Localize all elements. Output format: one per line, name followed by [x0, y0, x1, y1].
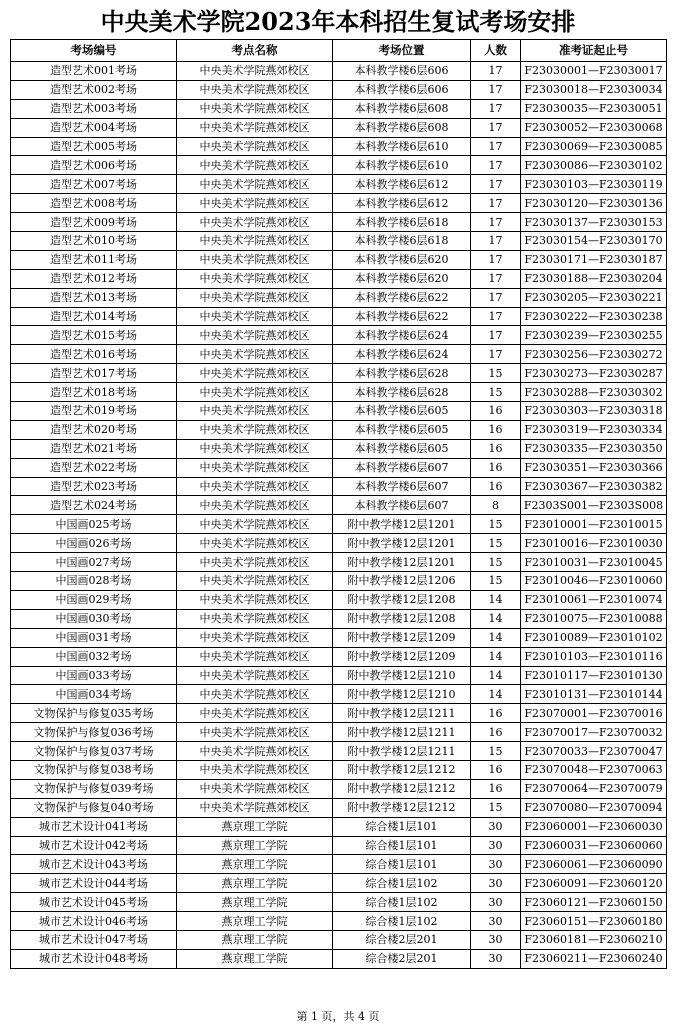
cell-room-location: 本科教学楼6层605 [333, 420, 471, 439]
table-row [11, 496, 667, 515]
cell-count: 17 [471, 194, 521, 213]
cell-room-number: 中国画026考场 [11, 534, 177, 553]
cell-ticket-range: F23030303—F23030318 [521, 402, 667, 421]
cell-site-name: 燕京理工学院 [177, 893, 333, 912]
cell-room-number: 文物保护与修复038考场 [11, 760, 177, 779]
cell-site-name: 中央美术学院燕郊校区 [177, 439, 333, 458]
cell-room-number: 文物保护与修复039考场 [11, 779, 177, 798]
cell-room-location: 附中教学楼12层1211 [333, 723, 471, 742]
cell-room-number: 造型艺术020考场 [11, 420, 177, 439]
table-row [11, 855, 667, 874]
table-row [11, 572, 667, 591]
cell-count: 30 [471, 836, 521, 855]
cell-ticket-range: F23060121—F23060150 [521, 893, 667, 912]
cell-site-name: 中央美术学院燕郊校区 [177, 458, 333, 477]
cell-ticket-range: F23060031—F23060060 [521, 836, 667, 855]
cell-room-location: 本科教学楼6层620 [333, 250, 471, 269]
cell-room-location: 本科教学楼6层608 [333, 118, 471, 137]
cell-room-location: 本科教学楼6层624 [333, 326, 471, 345]
cell-ticket-range: F23030273—F23030287 [521, 364, 667, 383]
cell-site-name: 燕京理工学院 [177, 930, 333, 949]
cell-site-name: 中央美术学院燕郊校区 [177, 609, 333, 628]
table-row [11, 326, 667, 345]
cell-room-location: 附中教学楼12层1210 [333, 666, 471, 685]
cell-room-location: 附中教学楼12层1208 [333, 609, 471, 628]
cell-room-location: 综合楼2层201 [333, 930, 471, 949]
table-row [11, 118, 667, 137]
cell-room-number: 造型艺术018考场 [11, 383, 177, 402]
cell-ticket-range: F23010117—F23010130 [521, 666, 667, 685]
cell-count: 16 [471, 723, 521, 742]
cell-ticket-range: F23030288—F23030302 [521, 383, 667, 402]
cell-ticket-range: F23070048—F23070063 [521, 760, 667, 779]
cell-site-name: 中央美术学院燕郊校区 [177, 345, 333, 364]
cell-site-name: 中央美术学院燕郊校区 [177, 760, 333, 779]
cell-site-name: 中央美术学院燕郊校区 [177, 288, 333, 307]
cell-site-name: 中央美术学院燕郊校区 [177, 232, 333, 251]
cell-site-name: 中央美术学院燕郊校区 [177, 647, 333, 666]
cell-ticket-range: F23030120—F23030136 [521, 194, 667, 213]
table-row [11, 345, 667, 364]
cell-count: 15 [471, 383, 521, 402]
cell-ticket-range: F23030018—F23030034 [521, 80, 667, 99]
cell-count: 17 [471, 99, 521, 118]
cell-room-location: 本科教学楼6层606 [333, 80, 471, 99]
cell-site-name: 中央美术学院燕郊校区 [177, 383, 333, 402]
cell-count: 16 [471, 760, 521, 779]
cell-ticket-range: F23030256—F23030272 [521, 345, 667, 364]
table-row [11, 288, 667, 307]
cell-ticket-range: F23010016—F23010030 [521, 534, 667, 553]
cell-room-location: 附中教学楼12层1208 [333, 590, 471, 609]
table-row [11, 949, 667, 968]
cell-room-number: 造型艺术008考场 [11, 194, 177, 213]
cell-ticket-range: F23030103—F23030119 [521, 175, 667, 194]
header-ticket-range: 准考证起止号 [521, 40, 667, 62]
cell-site-name: 中央美术学院燕郊校区 [177, 364, 333, 383]
cell-ticket-range: F2303S001—F2303S008 [521, 496, 667, 515]
table-row [11, 420, 667, 439]
cell-ticket-range: F23030035—F23030051 [521, 99, 667, 118]
cell-room-number: 中国画034考场 [11, 685, 177, 704]
cell-ticket-range: F23010001—F23010015 [521, 515, 667, 534]
cell-count: 16 [471, 439, 521, 458]
cell-room-number: 造型艺术016考场 [11, 345, 177, 364]
cell-room-location: 附中教学楼12层1209 [333, 647, 471, 666]
cell-site-name: 中央美术学院燕郊校区 [177, 250, 333, 269]
cell-room-location: 本科教学楼6层620 [333, 269, 471, 288]
cell-site-name: 中央美术学院燕郊校区 [177, 590, 333, 609]
cell-ticket-range: F23060061—F23060090 [521, 855, 667, 874]
cell-site-name: 中央美术学院燕郊校区 [177, 99, 333, 118]
cell-room-number: 造型艺术003考场 [11, 99, 177, 118]
cell-site-name: 中央美术学院燕郊校区 [177, 175, 333, 194]
cell-room-location: 本科教学楼6层618 [333, 232, 471, 251]
cell-room-number: 造型艺术021考场 [11, 439, 177, 458]
cell-site-name: 中央美术学院燕郊校区 [177, 666, 333, 685]
cell-room-location: 本科教学楼6层618 [333, 213, 471, 232]
cell-room-number: 造型艺术022考场 [11, 458, 177, 477]
cell-site-name: 中央美术学院燕郊校区 [177, 194, 333, 213]
cell-room-location: 本科教学楼6层622 [333, 288, 471, 307]
cell-count: 14 [471, 628, 521, 647]
cell-ticket-range: F23060091—F23060120 [521, 874, 667, 893]
cell-room-number: 造型艺术017考场 [11, 364, 177, 383]
table-row [11, 760, 667, 779]
cell-room-location: 附中教学楼12层1212 [333, 798, 471, 817]
table-row [11, 477, 667, 496]
cell-ticket-range: F23030001—F23030017 [521, 62, 667, 81]
cell-ticket-range: F23030069—F23030085 [521, 137, 667, 156]
cell-ticket-range: F23030154—F23030170 [521, 232, 667, 251]
cell-ticket-range: F23030188—F23030204 [521, 269, 667, 288]
cell-room-number: 造型艺术002考场 [11, 80, 177, 99]
cell-ticket-range: F23010046—F23010060 [521, 572, 667, 591]
cell-room-number: 中国画028考场 [11, 572, 177, 591]
table-row [11, 269, 667, 288]
cell-count: 30 [471, 817, 521, 836]
cell-ticket-range: F23010031—F23010045 [521, 553, 667, 572]
cell-room-number: 造型艺术006考场 [11, 156, 177, 175]
cell-room-number: 城市艺术设计044考场 [11, 874, 177, 893]
table-row [11, 439, 667, 458]
cell-site-name: 中央美术学院燕郊校区 [177, 307, 333, 326]
table-row [11, 99, 667, 118]
cell-room-number: 造型艺术010考场 [11, 232, 177, 251]
cell-count: 16 [471, 477, 521, 496]
cell-room-number: 文物保护与修复035考场 [11, 704, 177, 723]
cell-room-location: 综合楼1层102 [333, 874, 471, 893]
cell-room-number: 中国画031考场 [11, 628, 177, 647]
table-row [11, 250, 667, 269]
table-row [11, 194, 667, 213]
table-row [11, 704, 667, 723]
cell-count: 14 [471, 666, 521, 685]
cell-site-name: 中央美术学院燕郊校区 [177, 80, 333, 99]
cell-room-number: 城市艺术设计046考场 [11, 912, 177, 931]
cell-site-name: 中央美术学院燕郊校区 [177, 704, 333, 723]
table-row [11, 364, 667, 383]
table-body [11, 62, 667, 969]
cell-count: 16 [471, 779, 521, 798]
table-row [11, 666, 667, 685]
table-row [11, 912, 667, 931]
cell-room-location: 附中教学楼12层1201 [333, 553, 471, 572]
cell-site-name: 燕京理工学院 [177, 874, 333, 893]
cell-ticket-range: F23060151—F23060180 [521, 912, 667, 931]
cell-count: 30 [471, 855, 521, 874]
cell-room-number: 造型艺术007考场 [11, 175, 177, 194]
cell-count: 8 [471, 496, 521, 515]
cell-site-name: 中央美术学院燕郊校区 [177, 553, 333, 572]
table-row [11, 62, 667, 81]
cell-site-name: 燕京理工学院 [177, 817, 333, 836]
cell-ticket-range: F23060181—F23060210 [521, 930, 667, 949]
cell-ticket-range: F23030319—F23030334 [521, 420, 667, 439]
cell-count: 15 [471, 364, 521, 383]
table-row [11, 458, 667, 477]
cell-count: 15 [471, 515, 521, 534]
cell-room-number: 中国画027考场 [11, 553, 177, 572]
cell-room-number: 文物保护与修复036考场 [11, 723, 177, 742]
cell-site-name: 中央美术学院燕郊校区 [177, 156, 333, 175]
cell-count: 30 [471, 893, 521, 912]
cell-site-name: 中央美术学院燕郊校区 [177, 742, 333, 761]
table-row [11, 893, 667, 912]
table-row [11, 383, 667, 402]
table-row [11, 609, 667, 628]
header-count: 人数 [471, 40, 521, 62]
cell-count: 16 [471, 704, 521, 723]
cell-room-location: 附中教学楼12层1212 [333, 779, 471, 798]
table-row [11, 779, 667, 798]
cell-site-name: 中央美术学院燕郊校区 [177, 779, 333, 798]
cell-count: 15 [471, 742, 521, 761]
cell-count: 16 [471, 420, 521, 439]
cell-room-location: 本科教学楼6层607 [333, 496, 471, 515]
cell-site-name: 中央美术学院燕郊校区 [177, 402, 333, 421]
cell-room-number: 造型艺术013考场 [11, 288, 177, 307]
cell-room-number: 造型艺术014考场 [11, 307, 177, 326]
cell-ticket-range: F23030137—F23030153 [521, 213, 667, 232]
cell-ticket-range: F23010075—F23010088 [521, 609, 667, 628]
cell-count: 14 [471, 647, 521, 666]
cell-site-name: 中央美术学院燕郊校区 [177, 534, 333, 553]
cell-room-number: 中国画030考场 [11, 609, 177, 628]
table-row [11, 817, 667, 836]
cell-room-location: 综合楼1层102 [333, 912, 471, 931]
cell-room-number: 造型艺术019考场 [11, 402, 177, 421]
cell-count: 30 [471, 912, 521, 931]
cell-site-name: 燕京理工学院 [177, 912, 333, 931]
cell-room-location: 附中教学楼12层1212 [333, 760, 471, 779]
table-row [11, 836, 667, 855]
cell-ticket-range: F23060211—F23060240 [521, 949, 667, 968]
cell-count: 30 [471, 874, 521, 893]
cell-count: 30 [471, 949, 521, 968]
cell-room-location: 综合楼2层201 [333, 949, 471, 968]
cell-room-location: 本科教学楼6层612 [333, 194, 471, 213]
cell-count: 14 [471, 609, 521, 628]
table-row [11, 137, 667, 156]
cell-room-location: 本科教学楼6层608 [333, 99, 471, 118]
cell-room-location: 本科教学楼6层606 [333, 62, 471, 81]
cell-count: 17 [471, 307, 521, 326]
cell-count: 17 [471, 232, 521, 251]
cell-room-location: 综合楼1层102 [333, 893, 471, 912]
cell-count: 17 [471, 137, 521, 156]
page-title: 中央美术学院2023年本科招生复试考场安排 [100, 7, 576, 36]
cell-count: 15 [471, 553, 521, 572]
cell-room-number: 造型艺术023考场 [11, 477, 177, 496]
cell-room-location: 附中教学楼12层1211 [333, 704, 471, 723]
cell-room-number: 中国画033考场 [11, 666, 177, 685]
cell-count: 17 [471, 250, 521, 269]
cell-ticket-range: F23010089—F23010102 [521, 628, 667, 647]
cell-room-location: 本科教学楼6层612 [333, 175, 471, 194]
cell-room-number: 文物保护与修复040考场 [11, 798, 177, 817]
cell-site-name: 燕京理工学院 [177, 836, 333, 855]
cell-room-number: 造型艺术004考场 [11, 118, 177, 137]
table-row [11, 723, 667, 742]
cell-room-location: 本科教学楼6层628 [333, 364, 471, 383]
cell-ticket-range: F23030171—F23030187 [521, 250, 667, 269]
table-header-row [11, 40, 667, 62]
cell-count: 14 [471, 685, 521, 704]
cell-ticket-range: F23030239—F23030255 [521, 326, 667, 345]
cell-site-name: 中央美术学院燕郊校区 [177, 137, 333, 156]
cell-room-location: 本科教学楼6层605 [333, 402, 471, 421]
table-row [11, 307, 667, 326]
cell-room-number: 城市艺术设计042考场 [11, 836, 177, 855]
page-footer: 第 1 页，共 4 页 [296, 1010, 380, 1023]
cell-count: 17 [471, 175, 521, 194]
cell-site-name: 中央美术学院燕郊校区 [177, 496, 333, 515]
cell-ticket-range: F23010131—F23010144 [521, 685, 667, 704]
cell-site-name: 中央美术学院燕郊校区 [177, 515, 333, 534]
cell-site-name: 中央美术学院燕郊校区 [177, 723, 333, 742]
cell-ticket-range: F23030222—F23030238 [521, 307, 667, 326]
cell-room-location: 本科教学楼6层624 [333, 345, 471, 364]
table-row [11, 590, 667, 609]
table-row [11, 685, 667, 704]
cell-site-name: 中央美术学院燕郊校区 [177, 628, 333, 647]
cell-room-location: 本科教学楼6层610 [333, 137, 471, 156]
table-row [11, 156, 667, 175]
cell-site-name: 中央美术学院燕郊校区 [177, 420, 333, 439]
cell-room-number: 城市艺术设计048考场 [11, 949, 177, 968]
cell-room-number: 城市艺术设计047考场 [11, 930, 177, 949]
cell-ticket-range: F23070080—F23070094 [521, 798, 667, 817]
cell-ticket-range: F23030205—F23030221 [521, 288, 667, 307]
cell-site-name: 燕京理工学院 [177, 949, 333, 968]
header-room-location: 考场位置 [333, 40, 471, 62]
cell-room-location: 附中教学楼12层1211 [333, 742, 471, 761]
cell-room-location: 本科教学楼6层610 [333, 156, 471, 175]
cell-room-number: 中国画029考场 [11, 590, 177, 609]
cell-room-number: 造型艺术012考场 [11, 269, 177, 288]
cell-room-location: 综合楼1层101 [333, 855, 471, 874]
cell-site-name: 中央美术学院燕郊校区 [177, 213, 333, 232]
table-row [11, 175, 667, 194]
cell-count: 17 [471, 62, 521, 81]
cell-room-number: 中国画032考场 [11, 647, 177, 666]
cell-room-location: 本科教学楼6层628 [333, 383, 471, 402]
cell-room-number: 造型艺术009考场 [11, 213, 177, 232]
table-row [11, 874, 667, 893]
table-row [11, 534, 667, 553]
table-row [11, 628, 667, 647]
table-row [11, 742, 667, 761]
cell-ticket-range: F23030052—F23030068 [521, 118, 667, 137]
cell-ticket-range: F23030351—F23030366 [521, 458, 667, 477]
cell-room-location: 附中教学楼12层1209 [333, 628, 471, 647]
cell-room-number: 造型艺术024考场 [11, 496, 177, 515]
cell-site-name: 中央美术学院燕郊校区 [177, 62, 333, 81]
cell-count: 15 [471, 572, 521, 591]
table-row [11, 647, 667, 666]
cell-site-name: 燕京理工学院 [177, 855, 333, 874]
cell-room-location: 附中教学楼12层1206 [333, 572, 471, 591]
table-row [11, 515, 667, 534]
cell-count: 30 [471, 930, 521, 949]
cell-ticket-range: F23030086—F23030102 [521, 156, 667, 175]
cell-room-number: 中国画025考场 [11, 515, 177, 534]
table-row [11, 553, 667, 572]
cell-count: 15 [471, 534, 521, 553]
cell-site-name: 中央美术学院燕郊校区 [177, 798, 333, 817]
cell-room-number: 造型艺术011考场 [11, 250, 177, 269]
cell-room-number: 城市艺术设计041考场 [11, 817, 177, 836]
cell-ticket-range: F23070001—F23070016 [521, 704, 667, 723]
cell-site-name: 中央美术学院燕郊校区 [177, 685, 333, 704]
cell-count: 17 [471, 213, 521, 232]
cell-site-name: 中央美术学院燕郊校区 [177, 477, 333, 496]
cell-count: 17 [471, 80, 521, 99]
cell-count: 15 [471, 798, 521, 817]
cell-count: 16 [471, 402, 521, 421]
table-row [11, 798, 667, 817]
cell-room-number: 造型艺术001考场 [11, 62, 177, 81]
cell-room-number: 造型艺术005考场 [11, 137, 177, 156]
exam-room-table [10, 39, 667, 969]
cell-ticket-range: F23060001—F23060030 [521, 817, 667, 836]
cell-room-location: 综合楼1层101 [333, 817, 471, 836]
cell-site-name: 中央美术学院燕郊校区 [177, 118, 333, 137]
header-room-number: 考场编号 [11, 40, 177, 62]
table-row [11, 402, 667, 421]
cell-count: 17 [471, 156, 521, 175]
cell-room-number: 城市艺术设计043考场 [11, 855, 177, 874]
header-site-name: 考点名称 [177, 40, 333, 62]
cell-ticket-range: F23070017—F23070032 [521, 723, 667, 742]
cell-count: 14 [471, 590, 521, 609]
cell-room-location: 附中教学楼12层1210 [333, 685, 471, 704]
cell-ticket-range: F23030367—F23030382 [521, 477, 667, 496]
cell-count: 17 [471, 345, 521, 364]
cell-room-location: 本科教学楼6层622 [333, 307, 471, 326]
cell-ticket-range: F23010103—F23010116 [521, 647, 667, 666]
cell-count: 16 [471, 458, 521, 477]
table-row [11, 232, 667, 251]
table-row [11, 213, 667, 232]
cell-room-location: 本科教学楼6层607 [333, 477, 471, 496]
cell-room-number: 文物保护与修复037考场 [11, 742, 177, 761]
cell-count: 17 [471, 269, 521, 288]
table-row [11, 930, 667, 949]
cell-ticket-range: F23070033—F23070047 [521, 742, 667, 761]
cell-room-number: 城市艺术设计045考场 [11, 893, 177, 912]
cell-count: 17 [471, 288, 521, 307]
cell-site-name: 中央美术学院燕郊校区 [177, 269, 333, 288]
cell-site-name: 中央美术学院燕郊校区 [177, 326, 333, 345]
cell-room-location: 附中教学楼12层1201 [333, 534, 471, 553]
cell-count: 17 [471, 118, 521, 137]
cell-room-number: 造型艺术015考场 [11, 326, 177, 345]
cell-room-location: 综合楼1层101 [333, 836, 471, 855]
cell-room-location: 本科教学楼6层605 [333, 439, 471, 458]
cell-ticket-range: F23030335—F23030350 [521, 439, 667, 458]
cell-ticket-range: F23070064—F23070079 [521, 779, 667, 798]
cell-room-location: 附中教学楼12层1201 [333, 515, 471, 534]
cell-site-name: 中央美术学院燕郊校区 [177, 572, 333, 591]
cell-ticket-range: F23010061—F23010074 [521, 590, 667, 609]
table-row [11, 80, 667, 99]
cell-count: 17 [471, 326, 521, 345]
cell-room-location: 本科教学楼6层607 [333, 458, 471, 477]
